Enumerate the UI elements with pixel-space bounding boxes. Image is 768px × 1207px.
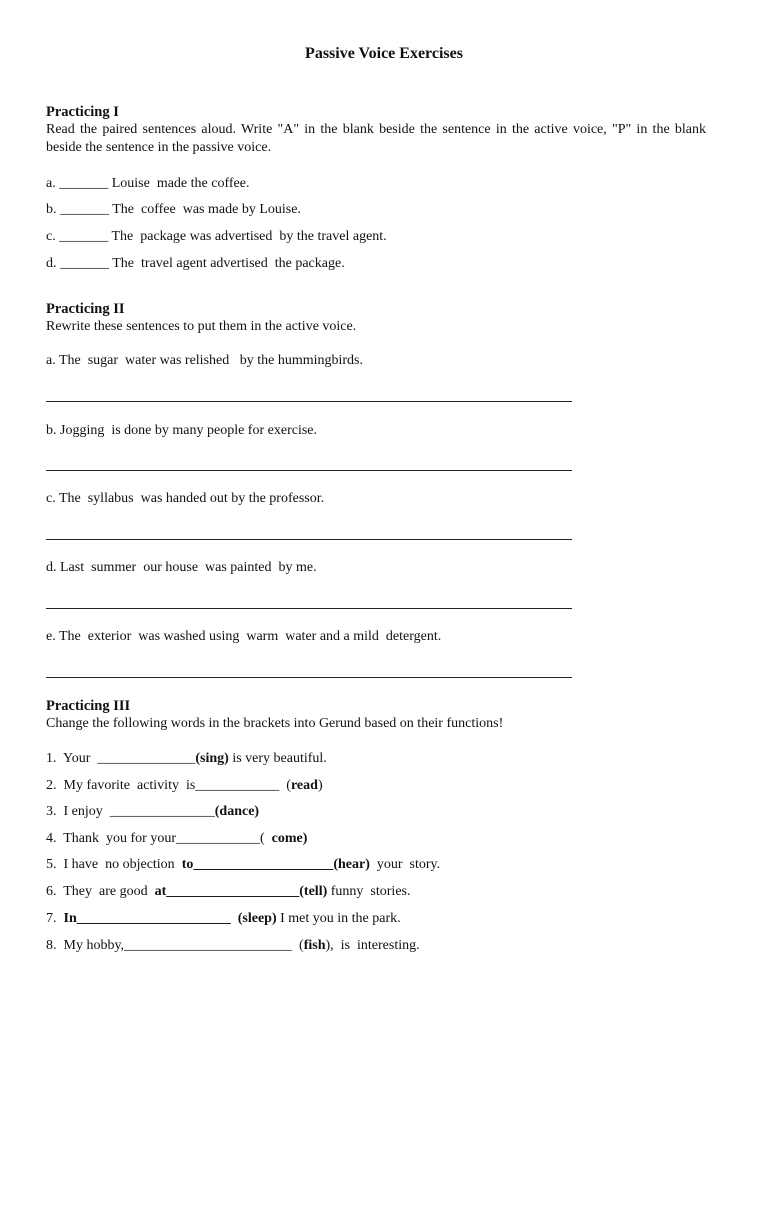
list-item [46, 830, 307, 848]
blank-prefix: a. _______ [46, 176, 112, 191]
list-item [46, 910, 401, 928]
sentence: Louise made the coffee. [111, 176, 250, 191]
list-item [46, 937, 420, 955]
item-text: ) [317, 778, 323, 793]
section-1-instruction: Read the paired sentences aloud. Write "A" in the blank beside the sentence in the active voice, "P" in the blank beside the sentence in the passive voice. [46, 122, 706, 155]
blank-prefix: d. _______ [46, 256, 113, 271]
item-bold: to____________________(hear) [181, 857, 370, 872]
blank-prefix: b. _______ [46, 202, 113, 217]
item-bold: at___________________(tell) [154, 884, 328, 899]
item-bold: read [290, 778, 318, 793]
list-item [46, 777, 323, 795]
section-2 [46, 300, 706, 336]
item-text: funny stories. [327, 884, 411, 899]
section-3-instruction: Change the following words in the brackets into Gerund based on their functions! [46, 716, 504, 731]
section-1-heading: Practicing I [46, 104, 119, 120]
list-item: b. Jogging is done by many people for exercise. [46, 423, 317, 438]
item-text: 6. They are good [46, 884, 155, 899]
item-text: 3. I enjoy _______________ [46, 804, 215, 819]
item-bold: (dance) [214, 804, 260, 819]
sentence: The travel agent advertised the package. [112, 256, 345, 271]
item-text: ), is interesting. [325, 938, 420, 953]
item-bold: (sing) [195, 751, 229, 766]
section-1 [46, 103, 706, 157]
item-bold: fish [303, 938, 326, 953]
answer-line[interactable] [46, 539, 572, 540]
section-3-heading: Practicing III [46, 698, 131, 714]
item-text: I met you in the park. [276, 911, 401, 926]
answer-line[interactable] [46, 470, 572, 471]
item-text: 2. My favorite activity is____________ ( [46, 778, 291, 793]
answer-line[interactable] [46, 608, 572, 609]
list-item [46, 856, 440, 874]
list-item [46, 228, 387, 246]
blank-prefix: c. _______ [46, 229, 112, 244]
item-text: your story. [369, 857, 441, 872]
answer-line[interactable] [46, 677, 572, 678]
item-text: 1. Your ______________ [46, 751, 196, 766]
list-item: c. The syllabus was handed out by the professor. [46, 491, 325, 506]
item-text: 5. I have no objection [46, 857, 182, 872]
item-bold: come) [271, 831, 308, 846]
list-item [46, 175, 249, 193]
item-text: is very beautiful. [228, 751, 327, 766]
list-item [46, 255, 345, 273]
section-2-heading: Practicing II [46, 301, 125, 317]
item-text: 8. My hobby,________________________ ( [46, 938, 304, 953]
list-item [46, 750, 327, 768]
sentence: The coffee was made by Louise. [112, 202, 301, 217]
section-3 [46, 697, 706, 733]
list-item: e. The exterior was washed using warm water and a mild detergent. [46, 629, 442, 644]
answer-line[interactable] [46, 401, 572, 402]
list-item: d. Last summer our house was painted by me. [46, 560, 317, 575]
list-item [46, 883, 410, 901]
sentence: The package was advertised by the travel agent. [111, 229, 387, 244]
list-item [46, 803, 259, 821]
section-2-instruction: Rewrite these sentences to put them in the active voice. [46, 319, 357, 334]
item-bold: In______________________ (sleep) [63, 911, 277, 926]
item-text: 4. Thank you for your____________( [46, 831, 272, 846]
list-item: a. The sugar water was relished by the hummingbirds. [46, 353, 364, 368]
list-item [46, 201, 301, 219]
page-title: Passive Voice Exercises [305, 45, 463, 62]
item-text: 7. [46, 911, 64, 926]
